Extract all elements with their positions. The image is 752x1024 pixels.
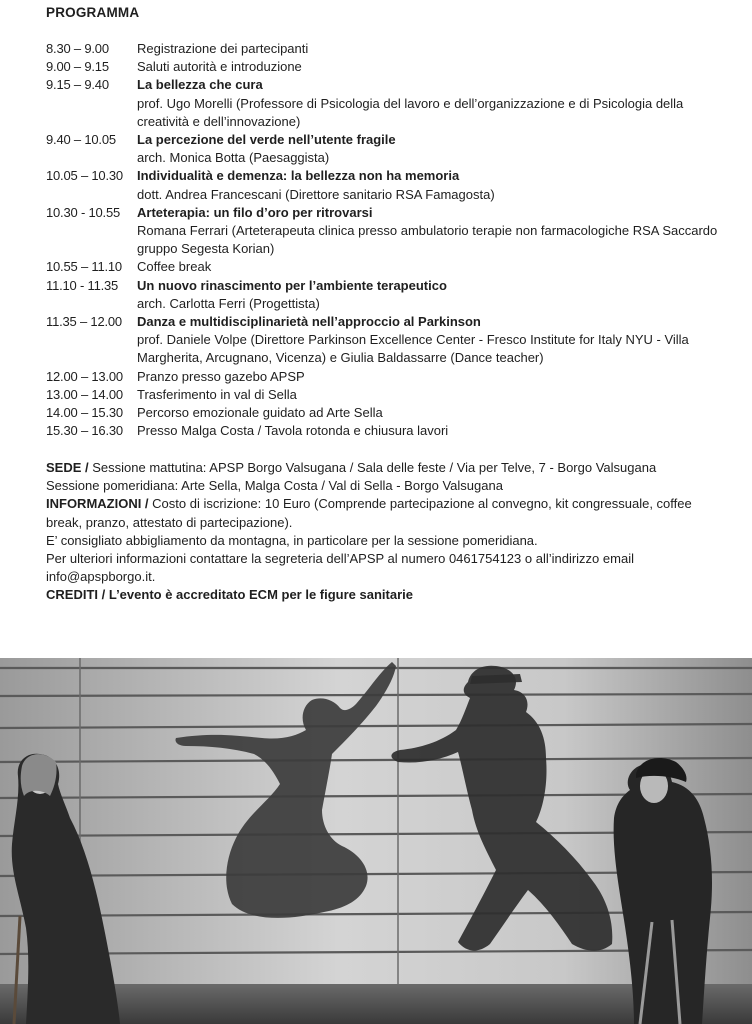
credits-label: CREDITI / <box>46 587 106 603</box>
info-note: E’ consigliato abbigliamento da montagna, in particolare per la sessione pomeridiana. <box>46 532 538 548</box>
info-cost-text: Costo di iscrizione: 10 Euro (Comprende partecipazione al convegno, kit congressuale, coffee break, pranzo, attestato di partecipazione). <box>46 496 692 530</box>
info-contact: Per ulteriori informazioni contattare la segreteria dell’APSP al numero 0461754123 o all’indirizzo email info@apspborgo.it. <box>46 551 634 585</box>
program-row <box>46 58 726 76</box>
program-text: Presso Malga Costa / Tavola rotonda e chiusura lavori <box>137 423 449 439</box>
dancing-shadows-photo <box>0 658 752 1024</box>
info-cost <box>46 495 726 531</box>
program-row <box>46 404 726 422</box>
program-row <box>46 40 726 58</box>
info-section <box>46 459 726 605</box>
venue-label: SEDE / <box>46 460 89 475</box>
program-row <box>46 204 726 259</box>
program-list <box>46 40 726 440</box>
talk-speaker: arch. Monica Botta (Paesaggista) <box>137 150 330 166</box>
program-time: 10.30 - 10.55 <box>46 204 121 220</box>
program-text: Saluti autorità e introduzione <box>137 59 302 75</box>
credits <box>46 586 726 604</box>
program-time: 11.10 - 11.35 <box>46 277 119 293</box>
program-time: 9.15 – 9.40 <box>46 77 109 93</box>
program-row <box>46 277 726 313</box>
talk-speaker: prof. Ugo Morelli (Professore di Psicologia del lavoro e dell’organizzazione e di Psicologia della creatività e dell’innovazione) <box>137 95 684 129</box>
credits-text: L’evento è accreditato ECM per le figure sanitarie <box>105 587 414 603</box>
talk-title: Individualità e demenza: la bellezza non ha memoria <box>137 168 460 184</box>
program-row <box>46 386 726 404</box>
info-label: INFORMAZIONI / <box>46 496 149 512</box>
program-text: Percorso emozionale guidato ad Arte Sella <box>137 405 383 421</box>
program-row <box>46 368 726 386</box>
program-time: 9.00 – 9.15 <box>46 59 109 75</box>
venue-morning <box>46 459 726 477</box>
program-time: 10.55 – 11.10 <box>46 259 122 275</box>
talk-title: La bellezza che cura <box>137 77 263 93</box>
talk-title: Arteterapia: un filo d’oro per ritrovarsi <box>137 204 373 220</box>
program-row <box>46 76 726 131</box>
talk-title: Danza e multidisciplinarietà nell’approccio al Parkinson <box>137 314 481 330</box>
program-time: 14.00 – 15.30 <box>46 405 123 421</box>
talk-title: Un nuovo rinascimento per l’ambiente terapeutico <box>137 277 447 293</box>
program-time: 15.30 – 16.30 <box>46 423 123 439</box>
venue-morning-text: Sessione mattutina: APSP Borgo Valsugana / Sala delle feste / Via per Telve, 7 - Borgo Valsugana <box>88 460 657 475</box>
talk-title: La percezione del verde nell’utente fragile <box>137 132 396 148</box>
program-row <box>46 131 726 167</box>
program-row <box>46 167 726 203</box>
program-text: Registrazione dei partecipanti <box>137 41 309 56</box>
program-time: 11.35 – 12.00 <box>46 314 122 330</box>
talk-speaker: dott. Andrea Francescani (Direttore sanitario RSA Famagosta) <box>137 186 495 202</box>
venue-afternoon: Sessione pomeridiana: Arte Sella, Malga Costa / Val di Sella - Borgo Valsugana <box>46 478 503 494</box>
program-row <box>46 313 726 368</box>
program-text: Coffee break <box>137 259 212 275</box>
program-row <box>46 422 726 440</box>
page-title: PROGRAMMA <box>46 5 140 20</box>
program-time: 10.05 – 10.30 <box>46 168 123 184</box>
program-time: 9.40 – 10.05 <box>46 132 116 148</box>
talk-speaker: Romana Ferrari (Arteterapeuta clinica presso ambulatorio terapie non farmacologiche RSA Saccardo gruppo Segesta Korian) <box>137 223 718 257</box>
program-time: 12.00 – 13.00 <box>46 368 123 384</box>
talk-speaker: arch. Carlotta Ferri (Progettista) <box>137 295 320 311</box>
program-text: Pranzo presso gazebo APSP <box>137 368 305 384</box>
program-time: 8.30 – 9.00 <box>46 41 109 56</box>
talk-speaker: prof. Daniele Volpe (Direttore Parkinson Excellence Center - Fresco Institute for Italy NYU - Villa Margherita, Arcugnano, Vicenza) e Giulia Baldassarre (Dance teacher) <box>137 332 689 366</box>
program-text: Trasferimento in val di Sella <box>137 386 297 402</box>
program-row <box>46 258 726 276</box>
program-time: 13.00 – 14.00 <box>46 386 123 402</box>
